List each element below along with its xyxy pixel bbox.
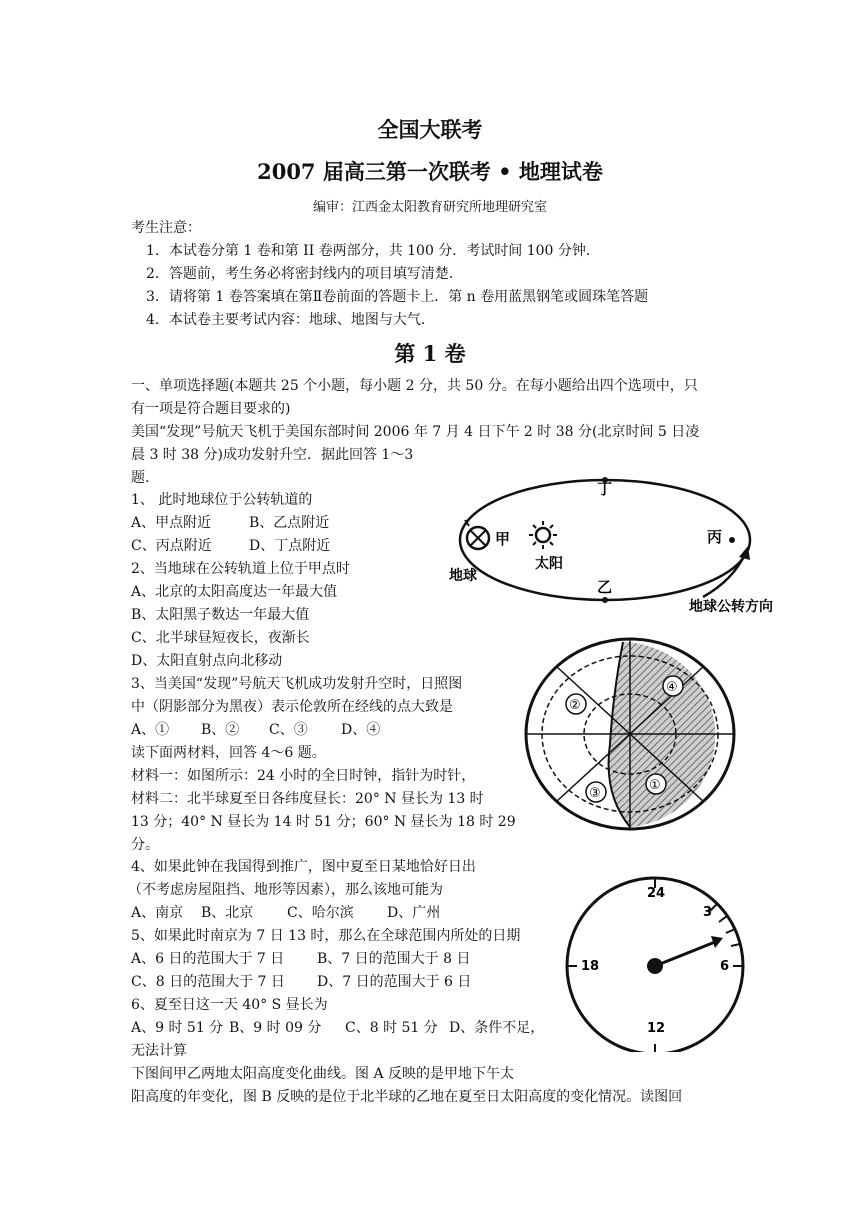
- q1-option-c: C、丙点附近: [131, 538, 212, 554]
- label-jia: 甲: [495, 530, 511, 548]
- clock-label-18: 18: [581, 959, 600, 974]
- earth-icon: [465, 520, 489, 549]
- part1-intro-line2: 有一项是符合题目要求的): [131, 401, 291, 417]
- q3-question-line2: 中（阴影部分为黑夜）表示伦敦所在经线的点大致是: [131, 699, 453, 715]
- stem2-material1: 材料一：如图所示：24 小时的全日时钟，指针为时针，: [131, 768, 476, 784]
- label-earth: 地球: [449, 568, 477, 584]
- q2-question: 2、当地球在公转轨道上位于甲点时: [131, 561, 350, 577]
- exam-title: 全国大联考: [377, 117, 483, 142]
- stem2-material2-line3: 分。: [131, 837, 159, 853]
- q5-option-d: D、7 日的范围大于 6 日: [317, 974, 472, 990]
- point-2-label: ②: [569, 698, 581, 713]
- label-ding: 丁: [597, 480, 613, 498]
- stem2-material2-line1: 材料二：北半球夏至日各纬度昼长：20° N 昼长为 13 时: [131, 791, 484, 807]
- stem3-line2: 阳高度的年变化，图 B 反映的是位于北半球的乙地在夏至日太阳高度的变化情况。读图回: [131, 1089, 683, 1105]
- q4-option-c: C、哈尔滨: [287, 905, 354, 921]
- notice-item-4: 4．本试卷主要考试内容：地球、地图与大气．: [146, 312, 435, 328]
- q3-option-b: B、②: [201, 722, 240, 738]
- q6-option-b: B、9 时 09 分: [229, 1020, 322, 1036]
- q1-option-d: D、丁点附近: [249, 538, 331, 554]
- sun-icon: [529, 521, 557, 549]
- meridian-lines: [526, 639, 734, 829]
- exam-editor: 编审：江西金太阳教育研究所地理研究室: [312, 200, 547, 215]
- q5-question: 5、如果此时南京为 7 日 13 时，那么在全球范围内所处的日期: [131, 928, 521, 944]
- orbit-point-bing: [729, 537, 735, 543]
- q6-option-a: A、9 时 51 分: [131, 1020, 224, 1036]
- point-4-label: ④: [666, 680, 678, 695]
- clock-label-6: 6: [720, 959, 730, 974]
- stem1-line3: 题．: [131, 470, 159, 486]
- stem2-lead: 读下面两材料，回答 4～6 题。: [131, 745, 326, 761]
- part1-intro-line1: 一、单项选择题(本题共 25 个小题，每小题 2 分，共 50 分。在每小题给出四个选项中，只: [131, 378, 698, 394]
- q3-option-d: D、④: [341, 722, 381, 738]
- notice-item-1: 1．本试卷分第 1 卷和第 II 卷两部分，共 100 分．考试时间 100 分钟．: [146, 243, 600, 259]
- label-sun: 太阳: [535, 556, 563, 572]
- label-yi: 乙: [597, 578, 613, 596]
- clock-label-24: 24: [647, 886, 666, 901]
- q4-option-a: A、南京: [131, 905, 184, 921]
- stem1-line1: 美国“发现”号航天飞机于美国东部时间 2006 年 7 月 4 日下午 2 时 38 分(北京时间 5 日凌: [131, 424, 700, 440]
- q1-question: 1、 此时地球位于公转轨道的: [131, 492, 313, 508]
- point-1-label: ①: [649, 778, 661, 793]
- orbit-point-yi: [602, 597, 608, 603]
- clock-label-3: 3: [703, 905, 713, 920]
- q6-option-d-cont: 无法计算: [131, 1043, 187, 1059]
- q4-question-line2: （不考虑房屋阻挡、地形等因素），那么该地可能为: [128, 882, 443, 898]
- q4-option-d: D、广州: [387, 905, 441, 921]
- sunlight-diagram: [518, 634, 748, 834]
- label-orbit-direction: 地球公转方向: [689, 599, 773, 615]
- stem1-line2: 晨 3 时 38 分)成功发射升空．据此回答 1～3: [131, 447, 414, 463]
- q3-question-line1: 3、当美国“发现”号航天飞机成功发射升空时，日照图: [131, 676, 463, 692]
- notice-heading: 考生注意：: [131, 220, 201, 236]
- q1-option-a: A、甲点附近: [131, 515, 212, 531]
- q4-option-b: B、北京: [201, 905, 254, 921]
- q5-option-c: C、8 日的范围大于 7 日: [131, 974, 285, 990]
- q6-question: 6、夏至日这一天 40° S 昼长为: [131, 997, 328, 1013]
- q5-option-a: A、6 日的范围大于 7 日: [131, 951, 285, 967]
- section-title: 第 1 卷: [394, 341, 466, 366]
- clock-diagram: [565, 852, 765, 1052]
- q6-option-d: D、条件不足，: [449, 1020, 545, 1036]
- hour-hand: [655, 942, 715, 966]
- notice-item-2: 2．答题前，考生务必将密封线内的项目填写清楚．: [146, 266, 463, 282]
- q2-option-c: C、北半球昼短夜长，夜渐长: [131, 630, 310, 646]
- q2-option-d: D、太阳直射点向北移动: [131, 653, 283, 669]
- notice-item-3: 3．请将第 1 卷答案填在第Ⅱ卷前面的答题卡上．第 n 卷用蓝黑钢笔或圆珠笔答题: [146, 289, 649, 305]
- q4-question-line1: 4、如果此钟在我国得到推广，图中夏至日某地恰好日出: [131, 859, 476, 875]
- q3-option-a: A、①: [131, 722, 170, 738]
- point-3-label: ③: [589, 786, 601, 801]
- q5-option-b: B、7 日的范围大于 8 日: [317, 951, 471, 967]
- q1-option-b: B、乙点附近: [249, 515, 330, 531]
- q2-option-b: B、太阳黑子数达一年最大值: [131, 607, 310, 623]
- orbit-diagram: [445, 462, 815, 627]
- stem2-material2-line2: 13 分；40° N 昼长为 14 时 51 分；60° N 昼长为 18 时 29: [131, 814, 516, 830]
- q2-option-a: A、北京的太阳高度达一年最大值: [131, 584, 338, 600]
- q3-option-c: C、③: [269, 722, 308, 738]
- stem3-line1: 下图间甲乙两地太阳高度变化曲线。图 A 反映的是甲地下午太: [131, 1066, 515, 1082]
- clock-label-12: 12: [647, 1021, 666, 1036]
- exam-subtitle: 2007 届高三第一次联考 • 地理试卷: [257, 159, 603, 184]
- label-bing: 丙: [707, 528, 723, 546]
- q6-option-c: C、8 时 51 分: [345, 1020, 438, 1036]
